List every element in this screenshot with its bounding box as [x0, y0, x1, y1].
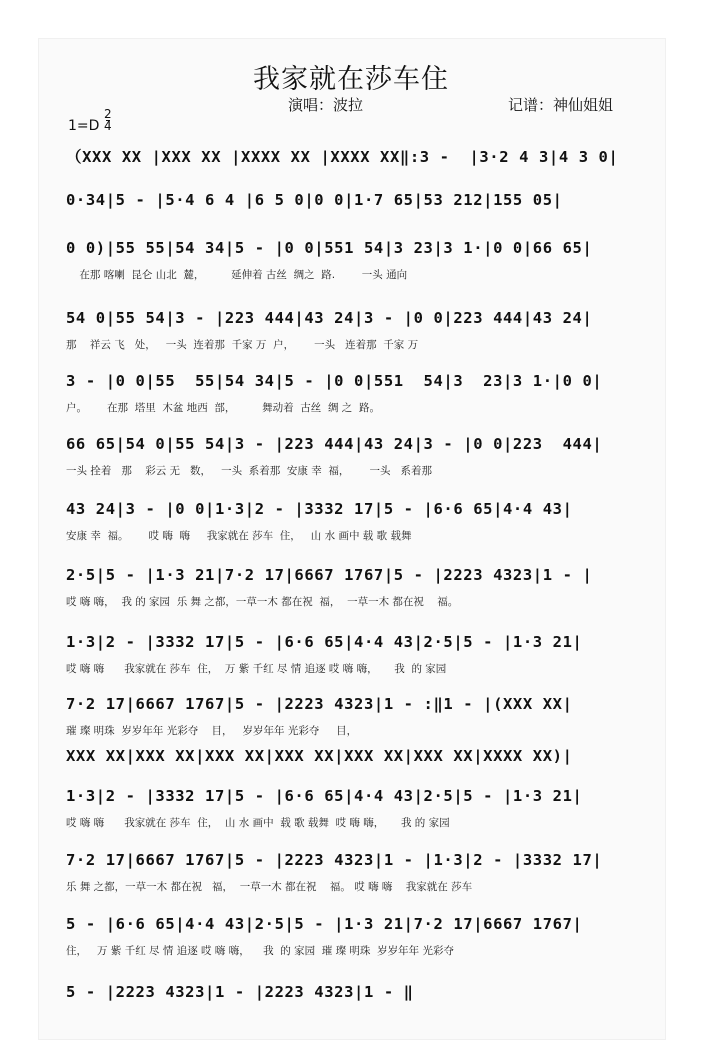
score-row	[66, 744, 640, 768]
score-row	[66, 563, 640, 610]
lyrics-line: 安康 幸 福。 哎 嗨 嗨 我家就在 莎车 住， 山 水 画中 载 歌 载舞	[66, 530, 412, 542]
lyrics-line: 住， 万 紫 千红 尽 情 追逐 哎 嗨 嗨， 我 的 家园 璀 璨 明珠 岁岁年年 光彩夺	[66, 945, 454, 957]
notation-line: 3 - |0 0|55 55|54 34|5 - |0 0|551 54|3 23|3 1·|0 0|	[66, 372, 603, 390]
notation-line: （XXX XX |XXX XX |XXXX XX |XXXX XX‖:3 - |3·2 4 3|4 3 0|	[66, 148, 619, 166]
lyrics-line: 乐 舞 之都，一草一木 都在祝 福， 一草一木 都在祝 福。 哎 嗨 嗨 我家就在 莎车	[66, 881, 473, 893]
song-title: 我家就在莎车住	[253, 64, 449, 95]
notation-line: 66 65|54 0|55 54|3 - |223 444|43 24|3 - |0 0|223 444|	[66, 435, 603, 453]
lyrics-line: 一头 拴着 那 彩云 无 数， 一头 系着那 安康 幸 福， 一头 系着那	[66, 465, 432, 477]
notation-line: 43 24|3 - |0 0|1·3|2 - |3332 17|5 - |6·6 65|4·4 43|	[66, 500, 573, 518]
score-row	[66, 432, 640, 479]
meter-top: 2	[104, 107, 112, 121]
score-row	[66, 630, 640, 677]
score-row	[66, 236, 640, 283]
time-signature	[104, 109, 112, 132]
score-row	[66, 692, 640, 739]
score-row	[66, 784, 640, 831]
lyrics-line: 璀 璨 明珠 岁岁年年 光彩夺 目， 岁岁年年 光彩夺 目，	[66, 725, 358, 737]
lyrics-line: 哎 嗨 嗨 我家就在 莎车 住， 山 水 画中 载 歌 载舞 哎 嗨 嗨， 我 的 家园	[66, 817, 450, 829]
scribe-credit: 记谱：神仙姐姐	[508, 96, 614, 114]
lyrics-line: 那 祥云 飞 处， 一头 连着那 千家 万 户， 一头 连着那 千家 万	[66, 339, 419, 351]
key-signature: 1=D	[68, 118, 100, 134]
lyrics-line: 户。 在那 塔里 木盆 地西 部， 舞动着 古丝 绸 之 路。	[66, 402, 380, 414]
score-row	[66, 497, 640, 544]
lyrics-line: 哎 嗨 嗨， 我 的 家园 乐 舞 之都，一草一木 都在祝 福， 一草一木 都在祝 福。	[66, 596, 459, 608]
notation-line: 7·2 17|6667 1767|5 - |2223 4323|1 - |1·3|2 - |3332 17|	[66, 851, 603, 869]
score-row	[66, 980, 640, 1004]
notation-line: 1·3|2 - |3332 17|5 - |6·6 65|4·4 43|2·5|5 - |1·3 21|	[66, 633, 583, 651]
notation-line: 5 - |2223 4323|1 - |2223 4323|1 - ‖	[66, 983, 414, 1001]
score-row	[66, 306, 640, 353]
score-row	[66, 188, 640, 212]
meter-bottom: 4	[104, 119, 112, 133]
score-row	[66, 145, 640, 169]
score-row	[66, 369, 640, 416]
singer-credit: 演唱：波拉	[288, 96, 364, 114]
notation-line: 0·34|5 - |5·4 6 4 |6 5 0|0 0|1·7 65|53 212|155 05|	[66, 191, 563, 209]
score-row	[66, 848, 640, 895]
notation-line: 1·3|2 - |3332 17|5 - |6·6 65|4·4 43|2·5|5 - |1·3 21|	[66, 787, 583, 805]
notation-line: XXX XX|XXX XX|XXX XX|XXX XX|XXX XX|XXX XX|XXXX XX)|	[66, 747, 573, 765]
lyrics-line: 在那 喀喇 昆仑 山北 麓， 延伸着 古丝 绸之 路. 一头 通向	[66, 269, 408, 281]
lyrics-line: 哎 嗨 嗨 我家就在 莎车 住， 万 紫 千红 尽 情 追逐 哎 嗨 嗨， 我 的 家园	[66, 663, 447, 675]
notation-line: 0 0)|55 55|54 34|5 - |0 0|551 54|3 23|3 1·|0 0|66 65|	[66, 239, 593, 257]
notation-line: 5 - |6·6 65|4·4 43|2·5|5 - |1·3 21|7·2 17|6667 1767|	[66, 915, 583, 933]
score-row	[66, 912, 640, 959]
notation-line: 54 0|55 54|3 - |223 444|43 24|3 - |0 0|223 444|43 24|	[66, 309, 593, 327]
notation-line: 2·5|5 - |1·3 21|7·2 17|6667 1767|5 - |2223 4323|1 - |	[66, 566, 593, 584]
notation-line: 7·2 17|6667 1767|5 - |2223 4323|1 - :‖1 - |(XXX XX|	[66, 695, 573, 713]
